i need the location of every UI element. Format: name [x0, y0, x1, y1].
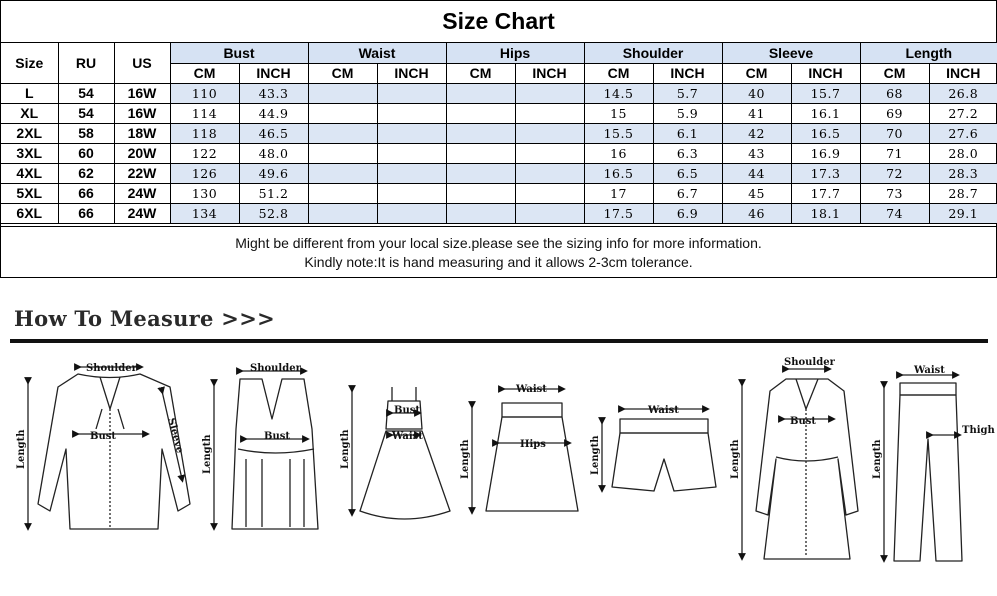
cell-hips-cm	[446, 83, 515, 103]
cell-bust-in: 49.6	[239, 163, 308, 183]
label-length-1: Length	[16, 429, 27, 469]
cell-shoulder-cm: 14.5	[584, 83, 653, 103]
header-hips: Hips	[446, 43, 584, 63]
cell-sleeve-cm: 40	[722, 83, 791, 103]
cell-hips-in	[515, 163, 584, 183]
cell-bust-cm: 130	[170, 183, 239, 203]
cell-size: 4XL	[1, 163, 58, 183]
unit-header-inch: INCH	[377, 63, 446, 83]
label-length-4: Length	[460, 439, 471, 479]
unit-header-cm: CM	[722, 63, 791, 83]
label-waist-3: Waist	[392, 431, 423, 442]
cell-hips-cm	[446, 123, 515, 143]
label-shoulder-1: Shoulder	[86, 363, 137, 374]
cell-bust-in: 51.2	[239, 183, 308, 203]
note-line-1: Might be different from your local size.please see the sizing info for more information.	[235, 234, 762, 251]
header-size: Size	[1, 43, 58, 83]
unit-header-cm: CM	[860, 63, 929, 83]
cell-waist-cm	[308, 143, 377, 163]
unit-header-cm: CM	[308, 63, 377, 83]
unit-header-inch: INCH	[791, 63, 860, 83]
garment-diagrams	[0, 279, 997, 596]
cell-hips-in	[515, 183, 584, 203]
cell-size: 5XL	[1, 183, 58, 203]
label-length-7: Length	[872, 439, 883, 479]
cell-us: 24W	[114, 183, 170, 203]
vest-diagram	[214, 371, 318, 529]
cell-length-cm: 73	[860, 183, 929, 203]
cell-bust-cm: 110	[170, 83, 239, 103]
cell-length-in: 28.0	[929, 143, 997, 163]
cell-waist-in	[377, 123, 446, 143]
label-hips-4: Hips	[520, 439, 546, 450]
cell-length-in: 26.8	[929, 83, 997, 103]
cell-ru: 62	[58, 163, 114, 183]
cell-waist-in	[377, 143, 446, 163]
header-sleeve: Sleeve	[722, 43, 860, 63]
cell-length-in: 28.7	[929, 183, 997, 203]
cell-sleeve-in: 17.7	[791, 183, 860, 203]
cell-bust-in: 48.0	[239, 143, 308, 163]
size-table	[1, 43, 997, 224]
label-length-5: Length	[590, 435, 601, 475]
cell-us: 16W	[114, 103, 170, 123]
label-length-3: Length	[340, 429, 351, 469]
table-row	[1, 83, 997, 103]
cell-bust-in: 43.3	[239, 83, 308, 103]
label-shoulder-6: Shoulder	[784, 357, 835, 368]
cell-hips-cm	[446, 183, 515, 203]
cell-waist-in	[377, 183, 446, 203]
cell-sleeve-cm: 42	[722, 123, 791, 143]
cell-length-in: 28.3	[929, 163, 997, 183]
cell-size: XL	[1, 103, 58, 123]
cell-sleeve-cm: 41	[722, 103, 791, 123]
cell-us: 20W	[114, 143, 170, 163]
label-sleeve-1: Sleeve	[165, 416, 186, 455]
header-shoulder: Shoulder	[584, 43, 722, 63]
cell-sleeve-cm: 46	[722, 203, 791, 223]
header-us: US	[114, 43, 170, 83]
note-line-2: Kindly note:It is hand measuring and it allows 2-3cm tolerance.	[304, 253, 693, 270]
cell-ru: 54	[58, 103, 114, 123]
cell-hips-cm	[446, 143, 515, 163]
table-row	[1, 183, 997, 203]
cell-length-cm: 69	[860, 103, 929, 123]
shorts-diagram	[602, 409, 716, 491]
cell-shoulder-in: 6.1	[653, 123, 722, 143]
cell-bust-cm: 114	[170, 103, 239, 123]
table-row	[1, 203, 997, 223]
header-bust: Bust	[170, 43, 308, 63]
cell-sleeve-in: 16.9	[791, 143, 860, 163]
how-to-measure-title: How To Measure >>>	[14, 306, 275, 331]
cell-shoulder-in: 5.9	[653, 103, 722, 123]
cell-hips-in	[515, 123, 584, 143]
cell-sleeve-in: 18.1	[791, 203, 860, 223]
cell-sleeve-in: 16.1	[791, 103, 860, 123]
cell-hips-in	[515, 83, 584, 103]
cell-size: 2XL	[1, 123, 58, 143]
cell-waist-in	[377, 163, 446, 183]
cell-ru: 58	[58, 123, 114, 143]
label-waist-4: Waist	[516, 384, 547, 395]
label-bust-6: Bust	[790, 416, 816, 427]
cell-waist-in	[377, 203, 446, 223]
header-waist: Waist	[308, 43, 446, 63]
cell-shoulder-cm: 16	[584, 143, 653, 163]
cell-waist-cm	[308, 163, 377, 183]
label-length-6: Length	[730, 439, 741, 479]
trousers-diagram	[884, 375, 962, 561]
cell-sleeve-cm: 44	[722, 163, 791, 183]
cell-length-cm: 71	[860, 143, 929, 163]
header-length: Length	[860, 43, 997, 63]
cell-bust-in: 44.9	[239, 103, 308, 123]
cell-ru: 66	[58, 203, 114, 223]
cell-waist-cm	[308, 123, 377, 143]
cell-waist-cm	[308, 83, 377, 103]
cell-us: 16W	[114, 83, 170, 103]
cell-shoulder-in: 6.9	[653, 203, 722, 223]
notes	[1, 226, 996, 278]
unit-header-inch: INCH	[239, 63, 308, 83]
cell-size: L	[1, 83, 58, 103]
cell-bust-cm: 126	[170, 163, 239, 183]
cell-shoulder-in: 6.7	[653, 183, 722, 203]
cell-hips-cm	[446, 163, 515, 183]
cell-sleeve-in: 16.5	[791, 123, 860, 143]
cell-ru: 54	[58, 83, 114, 103]
cell-shoulder-cm: 15	[584, 103, 653, 123]
label-bust-1: Bust	[90, 431, 116, 442]
cell-sleeve-cm: 43	[722, 143, 791, 163]
unit-header-cm: CM	[584, 63, 653, 83]
chart-title: Size Chart	[1, 1, 996, 43]
cell-length-cm: 70	[860, 123, 929, 143]
coat-diagram	[742, 369, 858, 559]
cell-bust-cm: 118	[170, 123, 239, 143]
size-chart	[0, 0, 997, 278]
cell-size: 6XL	[1, 203, 58, 223]
cell-ru: 60	[58, 143, 114, 163]
cell-us: 18W	[114, 123, 170, 143]
cell-hips-cm	[446, 203, 515, 223]
unit-header-cm: CM	[446, 63, 515, 83]
cell-size: 3XL	[1, 143, 58, 163]
unit-header-inch: INCH	[653, 63, 722, 83]
header-ru: RU	[58, 43, 114, 83]
cell-waist-in	[377, 103, 446, 123]
cell-us: 24W	[114, 203, 170, 223]
unit-header-cm: CM	[170, 63, 239, 83]
blouse-diagram	[28, 367, 190, 529]
cell-shoulder-cm: 17.5	[584, 203, 653, 223]
table-row	[1, 103, 997, 123]
label-bust-3: Bust	[394, 405, 420, 416]
cell-shoulder-in: 6.5	[653, 163, 722, 183]
cell-length-in: 29.1	[929, 203, 997, 223]
cell-bust-cm: 134	[170, 203, 239, 223]
table-row	[1, 163, 997, 183]
cell-waist-cm	[308, 203, 377, 223]
cell-hips-in	[515, 143, 584, 163]
table-row	[1, 123, 997, 143]
cell-length-cm: 68	[860, 83, 929, 103]
cell-length-in: 27.2	[929, 103, 997, 123]
cell-length-cm: 72	[860, 163, 929, 183]
label-bust-2: Bust	[264, 431, 290, 442]
unit-header-inch: INCH	[515, 63, 584, 83]
cell-ru: 66	[58, 183, 114, 203]
label-thigh-7: Thigh	[962, 425, 995, 436]
label-shoulder-2: Shoulder	[250, 363, 301, 374]
cell-shoulder-cm: 15.5	[584, 123, 653, 143]
label-waist-7: Waist	[914, 365, 945, 376]
cell-shoulder-in: 6.3	[653, 143, 722, 163]
cell-shoulder-cm: 17	[584, 183, 653, 203]
cell-sleeve-cm: 45	[722, 183, 791, 203]
cell-length-in: 27.6	[929, 123, 997, 143]
cell-waist-in	[377, 83, 446, 103]
unit-header-inch: INCH	[929, 63, 997, 83]
cell-hips-cm	[446, 103, 515, 123]
cell-shoulder-in: 5.7	[653, 83, 722, 103]
cell-bust-cm: 122	[170, 143, 239, 163]
cell-hips-in	[515, 203, 584, 223]
cell-waist-cm	[308, 183, 377, 203]
cell-bust-in: 52.8	[239, 203, 308, 223]
table-row	[1, 143, 997, 163]
skirt-diagram	[472, 389, 578, 511]
cell-bust-in: 46.5	[239, 123, 308, 143]
cell-waist-cm	[308, 103, 377, 123]
cell-sleeve-in: 15.7	[791, 83, 860, 103]
cell-us: 22W	[114, 163, 170, 183]
label-waist-5: Waist	[648, 405, 679, 416]
cell-shoulder-cm: 16.5	[584, 163, 653, 183]
cell-hips-in	[515, 103, 584, 123]
cell-sleeve-in: 17.3	[791, 163, 860, 183]
how-to-measure	[0, 279, 997, 596]
label-length-2: Length	[202, 434, 213, 474]
cell-length-cm: 74	[860, 203, 929, 223]
